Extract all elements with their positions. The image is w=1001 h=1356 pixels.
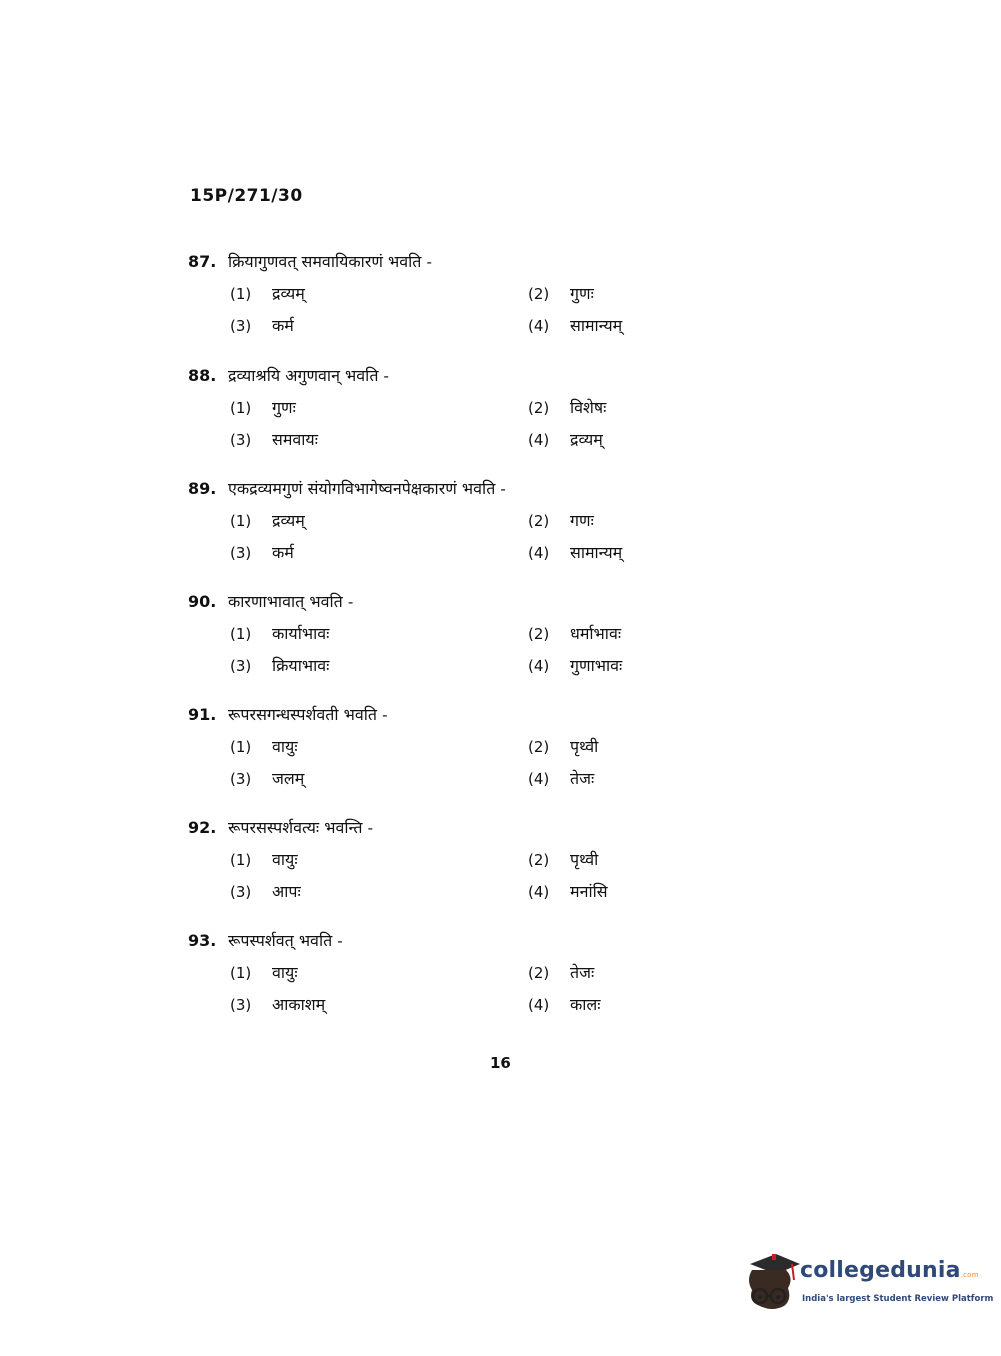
brand-name: collegedunia.com — [800, 1258, 979, 1283]
paper-code: 15P/271/30 — [190, 186, 303, 206]
option-2 — [528, 509, 594, 531]
option-number: (1) — [230, 512, 252, 530]
option-text: पृथ्वी — [570, 850, 599, 869]
question-block — [188, 703, 788, 795]
option-4 — [528, 428, 603, 450]
option-number: (4) — [528, 317, 550, 335]
question-block — [188, 477, 788, 569]
option-text: आकाशम् — [272, 995, 326, 1014]
question-line — [188, 703, 788, 731]
option-number: (4) — [528, 770, 550, 788]
option-2 — [528, 961, 594, 983]
option-number: (4) — [528, 996, 550, 1014]
question-text: रूपरसस्पर्शवत्यः भवन्ति - — [228, 818, 374, 837]
option-text: मनांसि — [570, 882, 608, 901]
collegedunia-logo — [742, 1250, 994, 1320]
option-text: आपः — [272, 882, 301, 901]
option-number: (2) — [528, 964, 550, 982]
option-number: (1) — [230, 964, 252, 982]
option-text: वायुः — [272, 850, 298, 869]
option-text: द्रव्यम् — [570, 430, 603, 449]
brand-tagline: India's largest Student Review Platform — [802, 1294, 994, 1304]
option-4 — [528, 314, 622, 336]
question-number: 87. — [188, 252, 217, 271]
option-4 — [528, 880, 608, 902]
question-block — [188, 929, 788, 1021]
question-block — [188, 816, 788, 908]
option-text: विशेषः — [570, 398, 607, 417]
option-grid — [188, 392, 788, 456]
option-number: (2) — [528, 851, 550, 869]
option-4 — [528, 541, 622, 563]
option-number: (2) — [528, 738, 550, 756]
question-line — [188, 364, 788, 392]
option-3 — [230, 880, 301, 902]
question-block — [188, 590, 788, 682]
option-text: जलम् — [272, 769, 305, 788]
option-1 — [230, 396, 296, 418]
option-grid — [188, 278, 788, 342]
mascot-icon — [742, 1250, 802, 1320]
option-text: गुणः — [570, 284, 594, 303]
question-line — [188, 929, 788, 957]
option-1 — [230, 961, 298, 983]
question-number: 93. — [188, 931, 217, 950]
option-text: कालः — [570, 995, 601, 1014]
option-text: तेजः — [570, 963, 595, 982]
option-number: (1) — [230, 851, 252, 869]
option-number: (3) — [230, 544, 252, 562]
option-text: द्रव्यम् — [272, 284, 305, 303]
question-text: द्रव्याश्रयि अगुणवान् भवति - — [228, 366, 389, 385]
option-number: (2) — [528, 399, 550, 417]
option-text: सामान्यम् — [570, 543, 623, 562]
option-1 — [230, 622, 329, 644]
option-number: (2) — [528, 512, 550, 530]
question-block — [188, 364, 788, 456]
option-3 — [230, 993, 325, 1015]
option-3 — [230, 428, 318, 450]
option-1 — [230, 735, 298, 757]
brand-superscript: .com — [960, 1271, 979, 1279]
option-3 — [230, 541, 294, 563]
option-grid — [188, 731, 788, 795]
question-line — [188, 477, 788, 505]
option-grid — [188, 618, 788, 682]
option-4 — [528, 654, 622, 676]
option-text: कार्याभावः — [272, 624, 330, 643]
page-number: 16 — [490, 1054, 511, 1072]
question-number: 88. — [188, 366, 217, 385]
option-number: (4) — [528, 657, 550, 675]
question-number: 90. — [188, 592, 217, 611]
option-text: क्रियाभावः — [272, 656, 330, 675]
option-text: वायुः — [272, 737, 298, 756]
question-text: रूपस्पर्शवत् भवति - — [228, 931, 343, 950]
option-number: (1) — [230, 285, 252, 303]
option-text: कर्म — [272, 316, 294, 335]
option-2 — [528, 848, 598, 870]
question-text: क्रियागुणवत् समवायिकारणं भवति - — [228, 252, 432, 271]
option-number: (2) — [528, 625, 550, 643]
option-number: (4) — [528, 544, 550, 562]
option-number: (1) — [230, 738, 252, 756]
option-number: (3) — [230, 883, 252, 901]
question-text: रूपरसगन्धस्पर्शवती भवति - — [228, 705, 388, 724]
option-text: समवायः — [272, 430, 318, 449]
question-number: 92. — [188, 818, 217, 837]
question-number: 91. — [188, 705, 217, 724]
option-text: पृथ्वी — [570, 737, 599, 756]
option-3 — [230, 767, 304, 789]
option-number: (3) — [230, 996, 252, 1014]
option-number: (1) — [230, 625, 252, 643]
question-number: 89. — [188, 479, 217, 498]
option-number: (4) — [528, 431, 550, 449]
option-grid — [188, 505, 788, 569]
option-1 — [230, 282, 305, 304]
option-2 — [528, 735, 598, 757]
option-text: द्रव्यम् — [272, 511, 305, 530]
option-text: धर्माभावः — [570, 624, 622, 643]
option-number: (3) — [230, 317, 252, 335]
option-text: गुणाभावः — [570, 656, 623, 675]
option-number: (4) — [528, 883, 550, 901]
question-text: कारणाभावात् भवति - — [228, 592, 354, 611]
option-2 — [528, 622, 621, 644]
option-4 — [528, 993, 601, 1015]
option-number: (3) — [230, 770, 252, 788]
option-grid — [188, 957, 788, 1021]
option-text: कर्म — [272, 543, 294, 562]
option-text: सामान्यम् — [570, 316, 623, 335]
option-text: गुणः — [272, 398, 296, 417]
question-text: एकद्रव्यमगुणं संयोगविभागेष्वनपेक्षकारणं भवति - — [228, 479, 506, 498]
option-text: वायुः — [272, 963, 298, 982]
option-number: (3) — [230, 657, 252, 675]
option-2 — [528, 282, 594, 304]
question-block — [188, 250, 788, 342]
question-line — [188, 590, 788, 618]
question-line — [188, 250, 788, 278]
option-1 — [230, 509, 305, 531]
option-text: गणः — [570, 511, 594, 530]
option-3 — [230, 654, 329, 676]
option-text: तेजः — [570, 769, 595, 788]
option-1 — [230, 848, 298, 870]
option-number: (1) — [230, 399, 252, 417]
option-number: (3) — [230, 431, 252, 449]
option-number: (2) — [528, 285, 550, 303]
option-2 — [528, 396, 606, 418]
question-line — [188, 816, 788, 844]
option-3 — [230, 314, 294, 336]
option-grid — [188, 844, 788, 908]
option-4 — [528, 767, 594, 789]
